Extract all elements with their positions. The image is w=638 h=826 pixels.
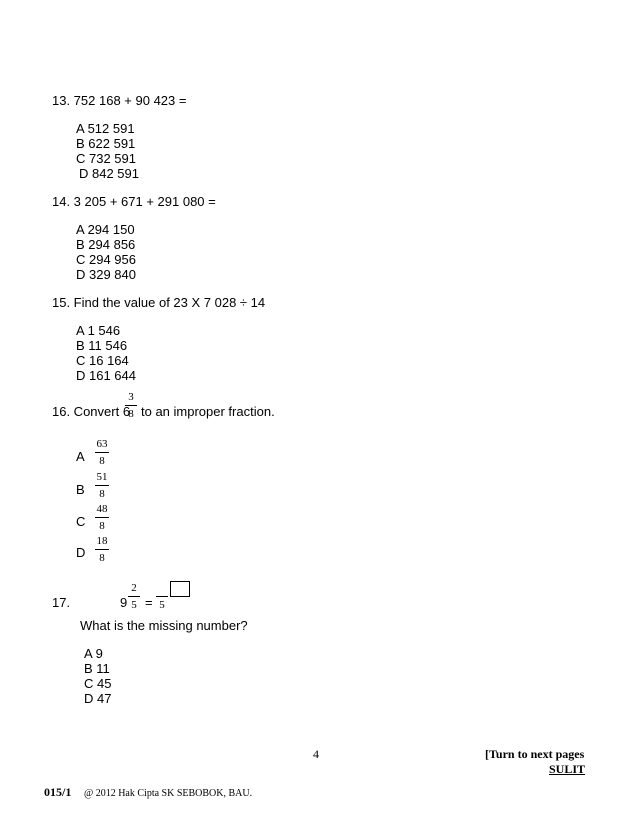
fraction-denominator: 5 (159, 599, 165, 611)
fraction-bar (95, 517, 109, 518)
copyright-notice: @ 2012 Hak Cipta SK SEBOBOK, BAU. (84, 788, 253, 799)
question-16-fraction (124, 391, 138, 421)
question-15: 15. Find the value of 23 X 7 028 ÷ 14 (52, 295, 266, 310)
q13-option-d[interactable]: D 842 591 (79, 166, 139, 181)
fraction-bar (156, 596, 168, 597)
fraction-bar (95, 452, 109, 453)
q17-option-a[interactable]: A 9 (84, 646, 103, 661)
fraction-numerator: 63 (96, 438, 108, 450)
fraction-bar (125, 405, 137, 406)
q14-option-a[interactable]: A 294 150 (76, 222, 135, 237)
fraction-bar (95, 549, 109, 550)
q17-option-c[interactable]: C 45 (84, 676, 112, 691)
q16-option-a-fraction (94, 438, 110, 468)
fraction-numerator: 18 (96, 535, 108, 547)
question-17-fraction (127, 582, 141, 612)
q16-option-c-fraction (94, 503, 110, 533)
question-16-suffix: to an improper fraction. (141, 404, 275, 419)
q16-option-b[interactable]: B (76, 482, 85, 497)
question-17-equals: = (145, 595, 153, 610)
q15-option-b[interactable]: B 11 546 (76, 338, 128, 353)
q14-option-c[interactable]: C 294 956 (76, 252, 136, 267)
q17-option-d[interactable]: D 47 (84, 691, 112, 706)
q16-option-c[interactable]: C (76, 514, 86, 529)
fraction-numerator: 48 (96, 503, 108, 515)
question-17-prompt: What is the missing number? (80, 618, 248, 633)
q16-option-a[interactable]: A (76, 449, 85, 464)
turn-page-note: [Turn to next pages (485, 747, 585, 761)
fraction-denominator: 5 (131, 599, 137, 611)
sulit-label: SULIT (549, 762, 586, 776)
question-14: 14. 3 205 + 671 + 291 080 = (52, 194, 216, 209)
q13-option-b[interactable]: B 622 591 (76, 136, 136, 151)
fraction-denominator: 8 (99, 455, 105, 467)
fraction-numerator: 2 (131, 582, 137, 594)
question-13: 13. 752 168 + 90 423 = (52, 93, 187, 108)
q13-option-c[interactable]: C 732 591 (76, 151, 136, 166)
fraction-denominator: 8 (99, 488, 105, 500)
q14-option-d[interactable]: D 329 840 (76, 267, 136, 282)
paper-code: 015/1 (44, 785, 72, 799)
q17-option-b[interactable]: B 11 (84, 661, 110, 676)
fraction-bar (95, 485, 109, 486)
question-17-rhs-fraction (155, 588, 169, 612)
q15-option-a[interactable]: A 1 546 (76, 323, 121, 338)
missing-number-box[interactable] (170, 581, 190, 597)
q15-option-c[interactable]: C 16 164 (76, 353, 129, 368)
page-number: 4 (313, 747, 319, 761)
fraction-numerator: 51 (96, 471, 108, 483)
question-16-prefix: 16. Convert 6 (52, 404, 131, 419)
q13-option-a[interactable]: A 512 591 (76, 121, 135, 136)
q14-option-b[interactable]: B 294 856 (76, 237, 136, 252)
fraction-numerator-blank (155, 588, 169, 595)
q16-option-b-fraction (94, 471, 110, 501)
question-17-number: 17. (52, 595, 71, 610)
q16-option-d[interactable]: D (76, 545, 86, 560)
question-17-whole: 9 (120, 595, 128, 610)
fraction-numerator: 3 (128, 391, 134, 403)
fraction-bar (128, 596, 140, 597)
fraction-denominator: 8 (99, 552, 105, 564)
fraction-denominator: 8 (99, 520, 105, 532)
fraction-denominator: 8 (128, 408, 134, 420)
q15-option-d[interactable]: D 161 644 (76, 368, 136, 383)
q16-option-d-fraction (94, 535, 110, 565)
